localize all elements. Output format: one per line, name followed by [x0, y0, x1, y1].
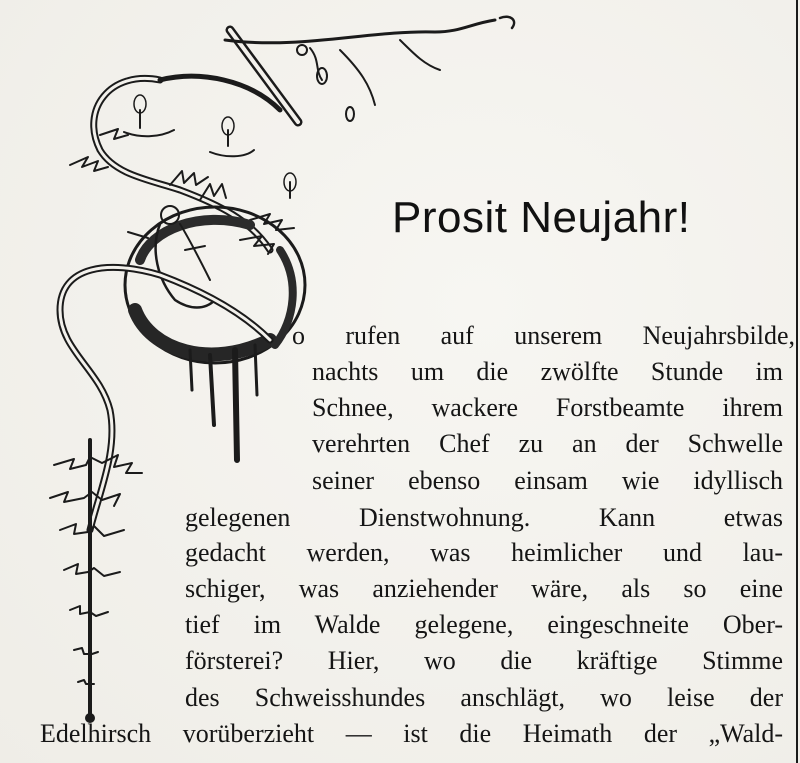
text-line-3: Schnee, wackere Forstbeamte ihrem — [312, 393, 783, 422]
text-line-11: des Schweisshundes anschlägt, wo leise der — [185, 683, 783, 712]
text-line-4: verehrten Chef zu an der Schwelle — [312, 429, 783, 458]
text-line-2: nachts um die zwölfte Stunde im — [312, 357, 783, 386]
text-line-1: o rufen auf unserem Neujahrsbilde, — [292, 321, 795, 350]
text-line-9: tief im Walde gelegene, eingeschneite Ober- — [185, 610, 783, 639]
article-title: Prosit Neujahr! — [392, 193, 691, 242]
text-line-12: Edelhirsch vorüberzieht — ist die Heimath der „Wald- — [40, 719, 783, 748]
text-line-5: seiner ebenso einsam wie idyllisch — [312, 466, 783, 495]
column-rule — [796, 0, 798, 763]
text-line-10: försterei? Hier, wo die kräftige Stimme — [185, 646, 783, 675]
text-line-6: gelegenen Dienstwohnung. Kann etwas — [185, 503, 783, 532]
text-line-7: gedacht werden, was heimlicher und lau- — [185, 538, 783, 567]
text-line-8: schiger, was anziehender wäre, als so eine — [185, 574, 783, 603]
